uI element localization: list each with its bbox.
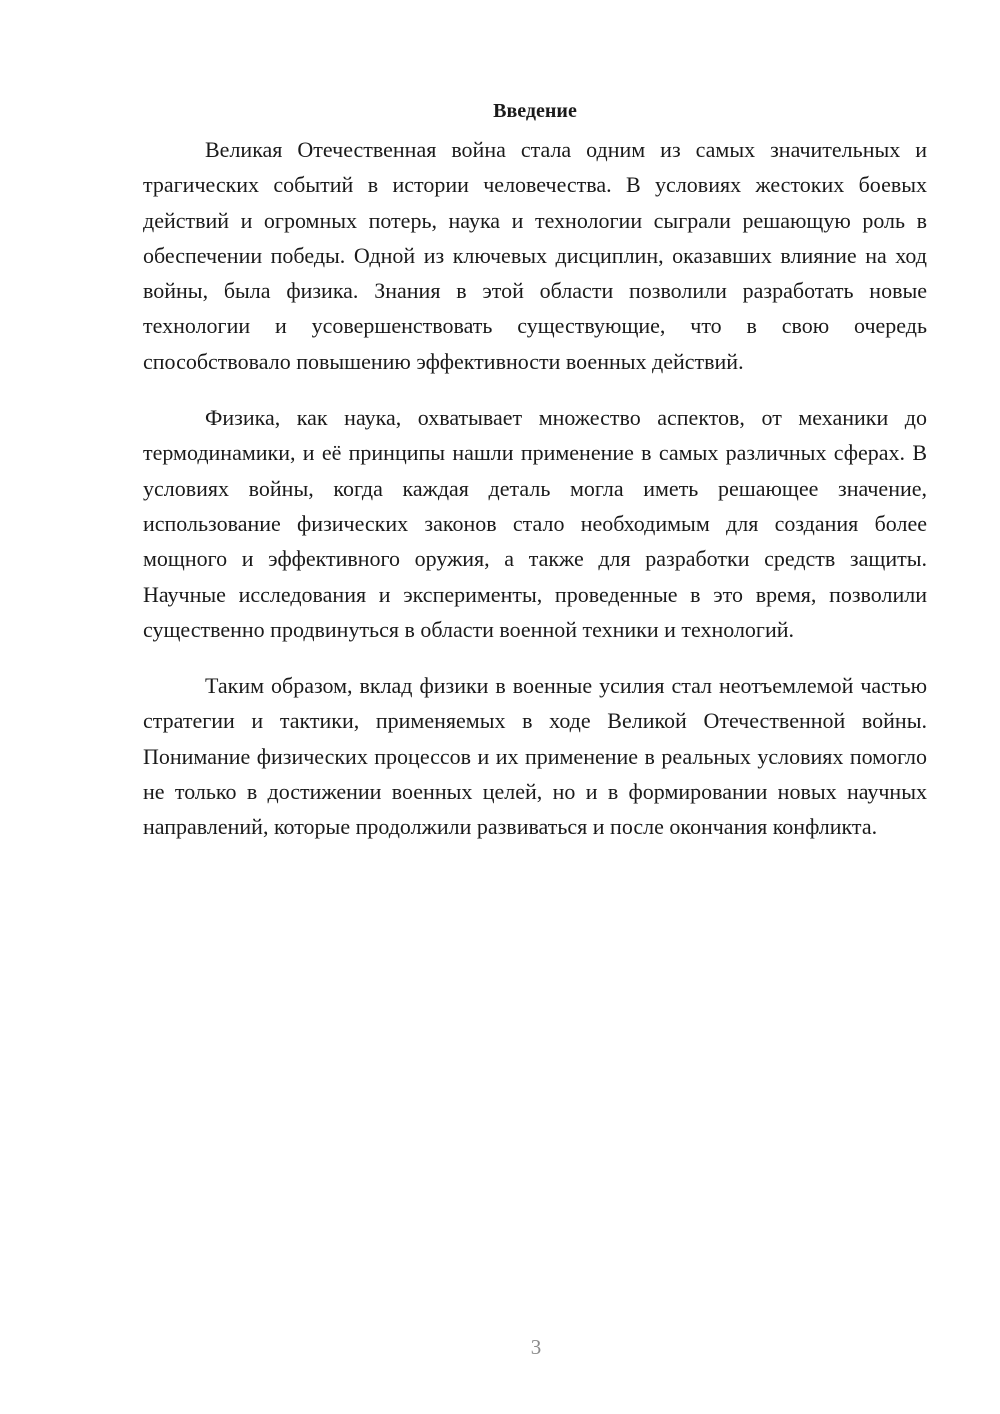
paragraph-3: Таким образом, вклад физики в военные усилия стал неотъемлемой частью стратегии и тактики, применяемых в ходе Великой Отечественной войны. Понимание физических процессов и их применение в реальных условиях помогло не только в достижении военных целей, но и в формировании новых научных направлений, которые продолжили развиваться и после окончания конфликта. (143, 673, 927, 840)
paragraph-1: Великая Отечественная война стала одним из самых значительных и трагических событий в истории человечества. В условиях жестоких боевых действий и огромных потерь, наука и технологии сыграли решающую роль в обеспечении победы. Одной из ключевых дисциплин, оказавших влияние на ход войны, была физика. Знания в этой области позволили разработать новые технологии и усовершенствовать существующие, что в свою очередь способствовало повышению эффективности военных действий. (143, 137, 927, 374)
paragraph-2: Физика, как наука, охватывает множество аспектов, от механики до термодинамики, и её принципы нашли применение в самых различных сферах. В условиях войны, когда каждая деталь могла иметь решающее значение, использование физических законов стало необходимым для создания более мощного и эффективного оружия, а также для разработки средств защиты. Научные исследования и эксперименты, проведенные в это время, позволили существенно продвинуться в области военной техники и технологий. (143, 405, 927, 642)
section-heading: Введение (493, 100, 577, 122)
page-number: 3 (530, 1335, 542, 1359)
page-content (143, 90, 927, 866)
